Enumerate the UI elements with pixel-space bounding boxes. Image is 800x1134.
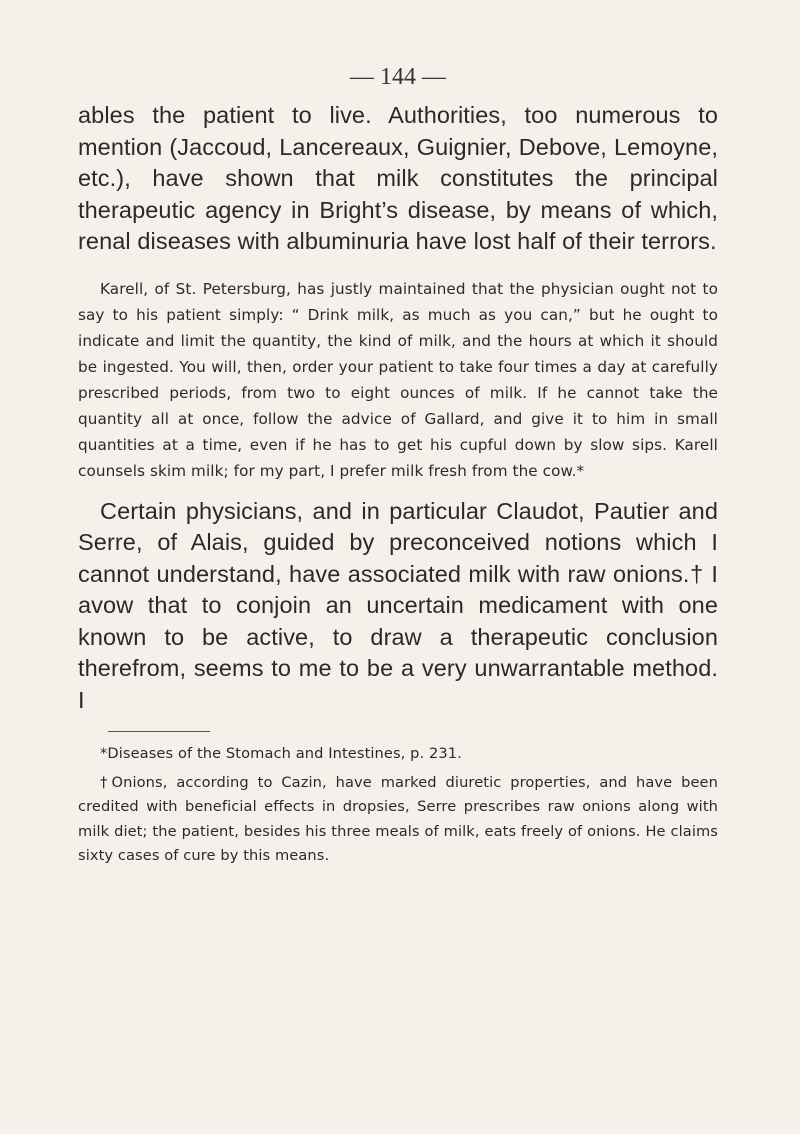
- book-page: [78, 62, 718, 869]
- footnote-onions: †Onions, according to Cazin, have marked diuretic properties, and have been credited with beneficial effects in dropsies, Serre prescribes raw onions along with milk diet; the patient, besides his three meals of milk, eats freely of onions. He claims sixty cases of cure by this means.: [78, 773, 718, 864]
- footnote-rule: [108, 731, 210, 732]
- paragraph-physicians: Certain physicians, and in particular Claudot, Pautier and Serre, of Alais, guided by preconceived notions which I cannot understand, have associated milk with raw onions.† I avow that to conjoin an uncertain medicament with one known to be active, to draw a therapeutic conclusion therefrom, seems to me to be a very unwarrantable method. I: [78, 497, 718, 713]
- footnote-diseases: *Diseases of the Stomach and Intestines, p. 231.: [100, 745, 462, 762]
- paragraph-continued: ables the patient to live. Authorities, too numerous to mention (Jaccoud, Lancereaux, Guignier, Debove, Lemoyne, etc.), have shown that milk constitutes the principal therapeutic agency in Bright’s disease, by means of which, renal diseases with albuminuria have lost half of their terrors.: [78, 102, 718, 254]
- page-number: — 144 —: [350, 64, 446, 90]
- paragraph-karell: Karell, of St. Petersburg, has justly maintained that the physician ought not to say to his patient simply: “ Drink milk, as much as you can,” but he ought to indicate and limit the quantity, the kind of milk, and the hours at which it should be ingested. You will, then, order your patient to take four times a day at carefully prescribed periods, from two to eight ounces of milk. If he cannot take the quantity all at once, follow the advice of Gallard, and give it to him in small quantities at a time, even if he has to get his cupful down by slow sips. Karell counsels skim milk; for my part, I prefer milk fresh from the cow.*: [78, 279, 718, 480]
